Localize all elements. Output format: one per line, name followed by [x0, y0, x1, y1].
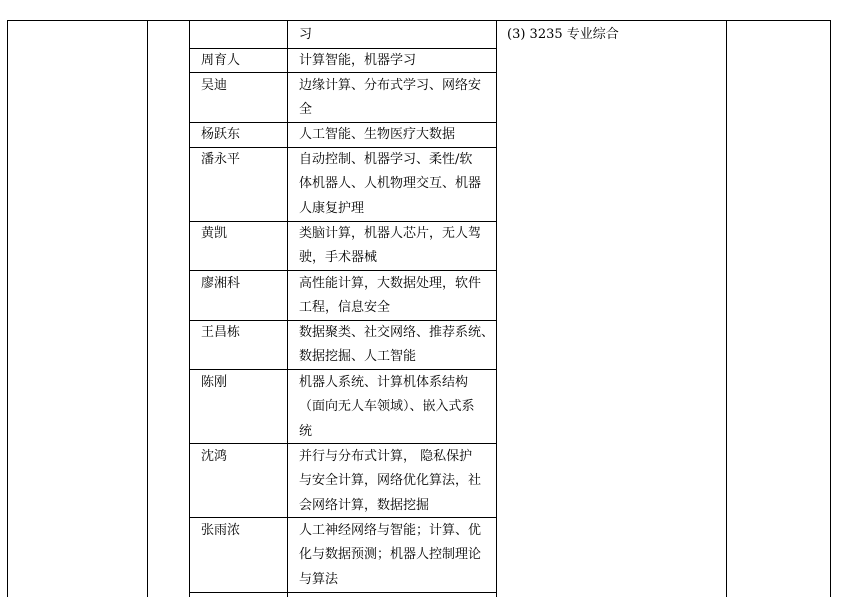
- col-border: [7, 20, 8, 597]
- exam-subject: (3) 3235 专业综合: [507, 27, 619, 42]
- table-top-border: [7, 20, 831, 21]
- research-direction: 计算智能，机器学习: [299, 53, 417, 68]
- teacher-name: 吴迪: [201, 78, 228, 93]
- teacher-name: 沈鸿: [201, 449, 228, 464]
- teacher-name: 周育人: [201, 53, 241, 68]
- col-border: [147, 20, 148, 597]
- research-direction: 边缘计算、分布式学习、网络安 全: [299, 78, 482, 118]
- teacher-name: 陈刚: [201, 375, 228, 390]
- teacher-name: 廖湘科: [201, 276, 241, 291]
- col-border: [830, 20, 831, 597]
- research-direction: 机器人系统、计算机体系结构 （面向无人车领域）、嵌入式系 统: [299, 375, 475, 439]
- research-direction: 数据聚类、社交网络、推荐系统、 数据挖掘、人工智能: [299, 325, 495, 365]
- research-direction: 人工神经网络与智能；计算、优 化与数据预测；机器人控制理论 与算法: [299, 523, 482, 587]
- research-direction: 并行与分布式计算， 隐私保护 与安全计算，网络优化算法，社 会网络计算，数据挖掘: [299, 449, 482, 513]
- teacher-name: 王昌栋: [201, 325, 241, 340]
- research-direction: 高性能计算，大数据处理，软件 工程，信息安全: [299, 276, 482, 316]
- teacher-name: 杨跃东: [201, 127, 241, 142]
- research-direction: 人工智能、生物医疗大数据: [299, 127, 456, 142]
- research-direction: 类脑计算，机器人芯片，无人驾 驶，手术器械: [299, 226, 482, 266]
- col-border: [189, 20, 190, 597]
- col-border: [726, 20, 727, 597]
- teacher-name: 张雨浓: [201, 523, 241, 538]
- col-border: [496, 20, 497, 597]
- teacher-name: 潘永平: [201, 152, 241, 167]
- research-direction: 自动控制、机器学习、柔性/软 体机器人、人机物理交互、机器 人康复护理: [299, 152, 482, 216]
- research-direction: 习: [299, 27, 313, 42]
- teacher-name: 黄凯: [201, 226, 228, 241]
- col-border: [287, 20, 288, 597]
